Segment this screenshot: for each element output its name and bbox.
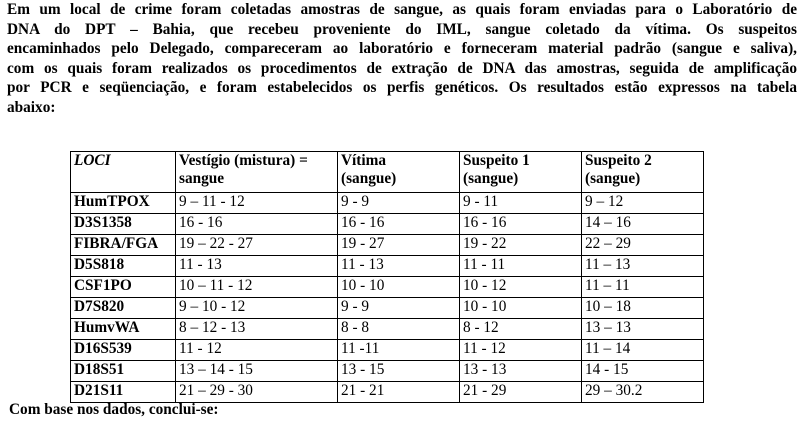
paragraph-line: com os quais foram realizados os procedimentos de extração de DNA das amostras, seguida de amplificação xyxy=(7,59,797,77)
cell-vitima: 16 - 16 xyxy=(338,214,460,235)
cell-suspeito-2: 9 – 12 xyxy=(582,193,704,214)
header-vestigio-label: Vestígio (mistura) = xyxy=(179,152,308,169)
table-row xyxy=(71,298,704,319)
table-header-row xyxy=(71,152,704,193)
cell-vestigio: 10 – 11 - 12 xyxy=(176,277,338,298)
cell-suspeito-2: 14 - 15 xyxy=(582,361,704,382)
cell-suspeito-2: 11 – 14 xyxy=(582,340,704,361)
paragraph-line: DNA do DPT – Bahia, que recebeu proveniente do IML, sangue coletado da vítima. Os suspeitos xyxy=(7,20,797,38)
table-row xyxy=(71,256,704,277)
cell-locus: HumvWA xyxy=(71,319,176,340)
cell-vestigio: 11 - 13 xyxy=(176,256,338,277)
cell-suspeito-1: 9 - 11 xyxy=(460,193,582,214)
cell-suspeito-1: 8 - 12 xyxy=(460,319,582,340)
header-loci-label: LOCI xyxy=(74,152,111,169)
cell-suspeito-1: 16 - 16 xyxy=(460,214,582,235)
cell-vitima: 10 - 10 xyxy=(338,277,460,298)
cell-vestigio: 11 - 12 xyxy=(176,340,338,361)
paragraph-line: encaminhados pelo Delegado, compareceram ao laboratório e forneceram material padrão (sangue e saliva), xyxy=(7,40,797,57)
cell-vestigio: 9 – 11 - 12 xyxy=(176,193,338,214)
cell-locus: D7S820 xyxy=(71,298,176,319)
header-suspeito-2 xyxy=(582,152,704,193)
cell-locus: D16S539 xyxy=(71,340,176,361)
cell-vestigio: 16 - 16 xyxy=(176,214,338,235)
cell-suspeito-1: 19 - 22 xyxy=(460,235,582,256)
cell-locus: HumTPOX xyxy=(71,193,176,214)
cell-vestigio: 19 – 22 - 27 xyxy=(176,235,338,256)
header-suspeito-2-line2: (sangue) xyxy=(585,170,641,187)
header-suspeito-1-line2: (sangue) xyxy=(463,170,519,187)
cell-suspeito-1: 11 - 12 xyxy=(460,340,582,361)
cell-suspeito-2: 11 – 11 xyxy=(582,277,704,298)
cell-vitima: 11 - 13 xyxy=(338,256,460,277)
cell-suspeito-1: 13 - 13 xyxy=(460,361,582,382)
cell-vestigio: 13 – 14 - 15 xyxy=(176,361,338,382)
header-suspeito-1-line1: Suspeito 1 xyxy=(463,152,530,169)
cell-vitima: 11 -11 xyxy=(338,340,460,361)
cell-suspeito-2: 11 – 13 xyxy=(582,256,704,277)
cell-suspeito-1: 21 - 29 xyxy=(460,382,582,403)
paragraph-line: abaixo: xyxy=(7,98,56,116)
table-row xyxy=(71,340,704,361)
header-suspeito-2-line1: Suspeito 2 xyxy=(585,152,652,169)
cell-locus: D18S51 xyxy=(71,361,176,382)
cell-locus: D3S1358 xyxy=(71,214,176,235)
header-vestigio-line1 xyxy=(179,152,334,170)
header-vestigio-line2: sangue xyxy=(179,170,225,187)
cell-locus: CSF1PO xyxy=(71,277,176,298)
header-loci xyxy=(71,152,176,193)
table-row xyxy=(71,214,704,235)
cell-vitima: 9 - 9 xyxy=(338,193,460,214)
conclusion-prompt: Com base nos dados, conclui-se: xyxy=(9,401,219,418)
cell-vestigio: 21 – 29 - 30 xyxy=(176,382,338,403)
cell-suspeito-2: 29 – 30.2 xyxy=(582,382,704,403)
intro-paragraph xyxy=(7,0,797,117)
paragraph-line: por PCR e seqüenciação, e foram estabelecidos os perfis genéticos. Os resultados estão expressos na tabela xyxy=(7,79,797,96)
cell-vitima: 8 - 8 xyxy=(338,319,460,340)
cell-vestigio: 9 – 10 - 12 xyxy=(176,298,338,319)
header-vestigio xyxy=(176,152,338,193)
cell-suspeito-1: 10 - 10 xyxy=(460,298,582,319)
cell-suspeito-2: 13 – 13 xyxy=(582,319,704,340)
header-vitima xyxy=(338,152,460,193)
cell-vitima: 19 - 27 xyxy=(338,235,460,256)
cell-locus: FIBRA/FGA xyxy=(71,235,176,256)
cell-vestigio: 8 – 12 - 13 xyxy=(176,319,338,340)
table-row xyxy=(71,193,704,214)
cell-suspeito-2: 22 – 29 xyxy=(582,235,704,256)
table-row xyxy=(71,361,704,382)
cell-suspeito-1: 10 - 12 xyxy=(460,277,582,298)
header-vitima-line2: (sangue) xyxy=(341,170,397,187)
header-vitima-line1: Vítima xyxy=(341,152,387,169)
cell-vitima: 9 - 9 xyxy=(338,298,460,319)
cell-suspeito-2: 14 – 16 xyxy=(582,214,704,235)
cell-vitima: 21 - 21 xyxy=(338,382,460,403)
cell-vitima: 13 - 15 xyxy=(338,361,460,382)
paragraph-line: Em um local de crime foram coletadas amostras de sangue, as quais foram enviadas para o Laboratório de xyxy=(7,1,797,18)
table-row xyxy=(71,382,704,403)
cell-locus: D21S11 xyxy=(71,382,176,403)
cell-locus: D5S818 xyxy=(71,256,176,277)
header-suspeito-1 xyxy=(460,152,582,193)
table-row xyxy=(71,319,704,340)
cell-suspeito-2: 10 – 18 xyxy=(582,298,704,319)
cell-suspeito-1: 11 - 11 xyxy=(460,256,582,277)
table-row xyxy=(71,235,704,256)
genetic-profile-table xyxy=(70,151,704,403)
table-row xyxy=(71,277,704,298)
